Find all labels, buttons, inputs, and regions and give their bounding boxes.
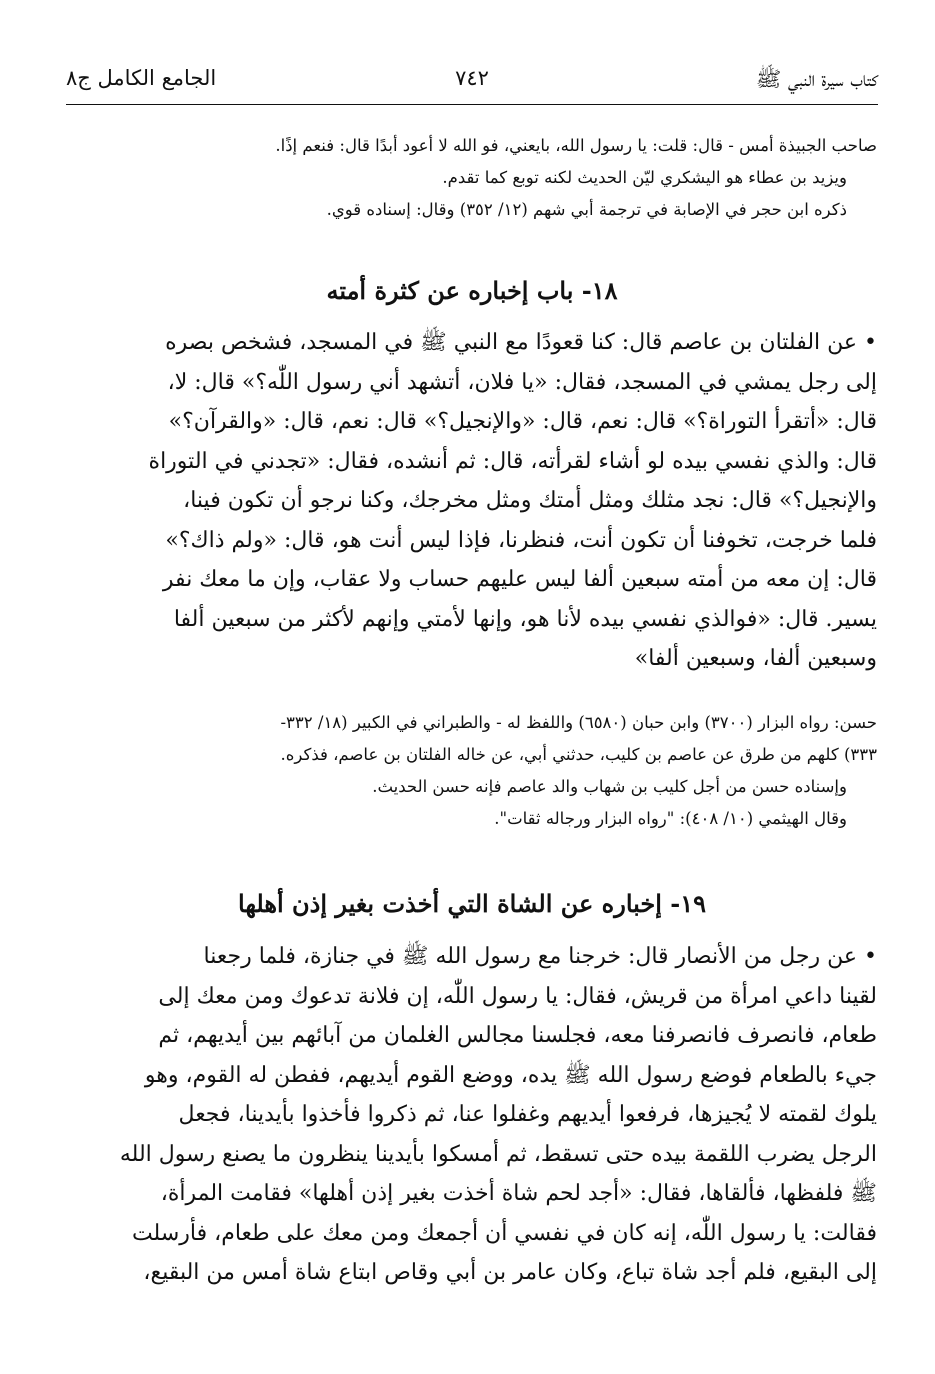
body-line: قال: «أتقرأ التوراة؟» قال: نعم، قال: «والإنجيل؟» قال: نعم، قال: «والقرآن؟» [168,409,877,434]
note-line: حسن: رواه البزار (٣٧٠٠) وابن حبان (٦٥٨٠) واللفظ له - والطبراني في الكبير (١٨/ ٣٣٢- [280,713,877,732]
section-18-heading: ١٨- باب إخباره عن كثرة أمته [326,276,618,305]
section-18-notes [57,707,877,835]
page-number: ٧٤٢ [455,66,489,90]
body-line: والإنجيل؟» قال: نجد مثلك ومثل أمتك ومثل مخرجك، وكنا نرجو أن تكون فينا، [183,488,877,513]
header-divider [66,104,878,105]
running-title-book: كتاب سيرة النبي ﷺ [755,67,878,91]
body-line: إلى البقيع، فلم أجد شاة تباع، وكان عامر بن أبي وقاص ابتاع شاة أمس من البقيع، [143,1260,877,1285]
note-line: ويزيد بن عطاء هو اليشكري ليّن الحديث لكنه توبع كما تقدم. [442,168,847,187]
body-line: طعام، فانصرف فانصرفنا معه، فجلسنا مجالس الغلمان من آبائهم بين أيديهم، ثم [158,1023,877,1048]
note-line: وإسناده حسن من أجل كليب بن شهاب والد عاصم فإنه حسن الحديث. [372,777,847,796]
note-line: وقال الهيثمي (١٠/ ٤٠٨): "رواه البزار ورجاله ثقات". [494,809,847,828]
body-line: فقالت: يا رسول اللّٰه، إنه كان في نفسي أن أجمعك ومن معك على طعام، فأرسلت [131,1220,877,1246]
body-line: وسبعين ألفا، وسبعين ألفا» [634,646,877,671]
body-line: الرجل يضرب اللقمة بيده حتى تسقط، ثم أمسكوا بأيدينا ينظرون ما يصنع رسول الله [119,1141,877,1167]
body-line: إلى رجل يمشي في المسجد، فقال: «يا فلان، أتشهد أني رسول اللّٰه؟» قال: لا، [167,369,877,395]
section-19-heading: ١٩- إخباره عن الشاة التي أخذت بغير إذن أهلها [238,889,706,918]
note-line: ٣٣٣) كلهم من طرق عن عاصم بن كليب، حدثني أبي، عن خاله الفلتان بن عاصم، فذكره. [280,745,877,764]
section-19-body [57,937,877,1293]
section-18-body [57,323,877,679]
body-line: قال: إن معه من أمته سبعين ألفا ليس عليهم حساب ولا عقاب، وإن ما معك نفر [162,567,877,592]
top-notes [57,130,877,226]
body-line: ﷺ فلفظها، فألقاها، فقال: «أجد لحم شاة أخذت بغير إذن أهلها» فقامت المرأة، [160,1181,877,1206]
body-line: جيء بالطعام فوضع رسول الله ﷺ يده، ووضع القوم أيديهم، ففطن له القوم، وهو [144,1062,877,1088]
note-line: ذكره ابن حجر في الإصابة في ترجمة أبي شهم (١٢/ ٣٥٢) وقال: إسناده قوي. [326,200,847,219]
note-line: صاحب الجبيذة أمس - قال: قلت: يا رسول الله، بايعني، فو الله لا أعود أبدًا قال: فنعم إذًا. [275,136,877,155]
running-title-collection: الجامع الكامل ج٨ [66,66,217,90]
body-line: فلما خرجت، تخوفنا أن تكون أنت، فنظرنا، فإذا ليس أنت هو، قال: «ولم ذاك؟» [165,527,877,553]
body-line: يسير. قال: «فوالذي نفسي بيده لأنا هو، وإنها لأمتي وإنهم لأكثر من سبعين ألفا [173,606,877,632]
body-line: لقينا داعي امرأة من قريش، فقال: يا رسول اللّٰه، إن فلانة تدعوك ومن معك إلى [158,983,877,1009]
page-header [66,60,878,100]
body-line: • عن الفلتان بن عاصم قال: كنا قعودًا مع النبي ﷺ في المسجد، فشخص بصره [165,330,877,355]
body-line: • عن رجل من الأنصار قال: خرجنا مع رسول الله ﷺ في جنازة، فلما رجعنا [203,944,877,969]
body-line: يلوك لقمته لا يُجيزها، فرفعوا أيديهم وغفلوا عنا، ثم ذكروا فأخذوا بأيدينا، فجعل [178,1102,877,1127]
body-line: قال: والذي نفسي بيده لو أشاء لقرأته، قال: ثم أنشده، فقال: «تجدني في التوراة [148,448,877,474]
